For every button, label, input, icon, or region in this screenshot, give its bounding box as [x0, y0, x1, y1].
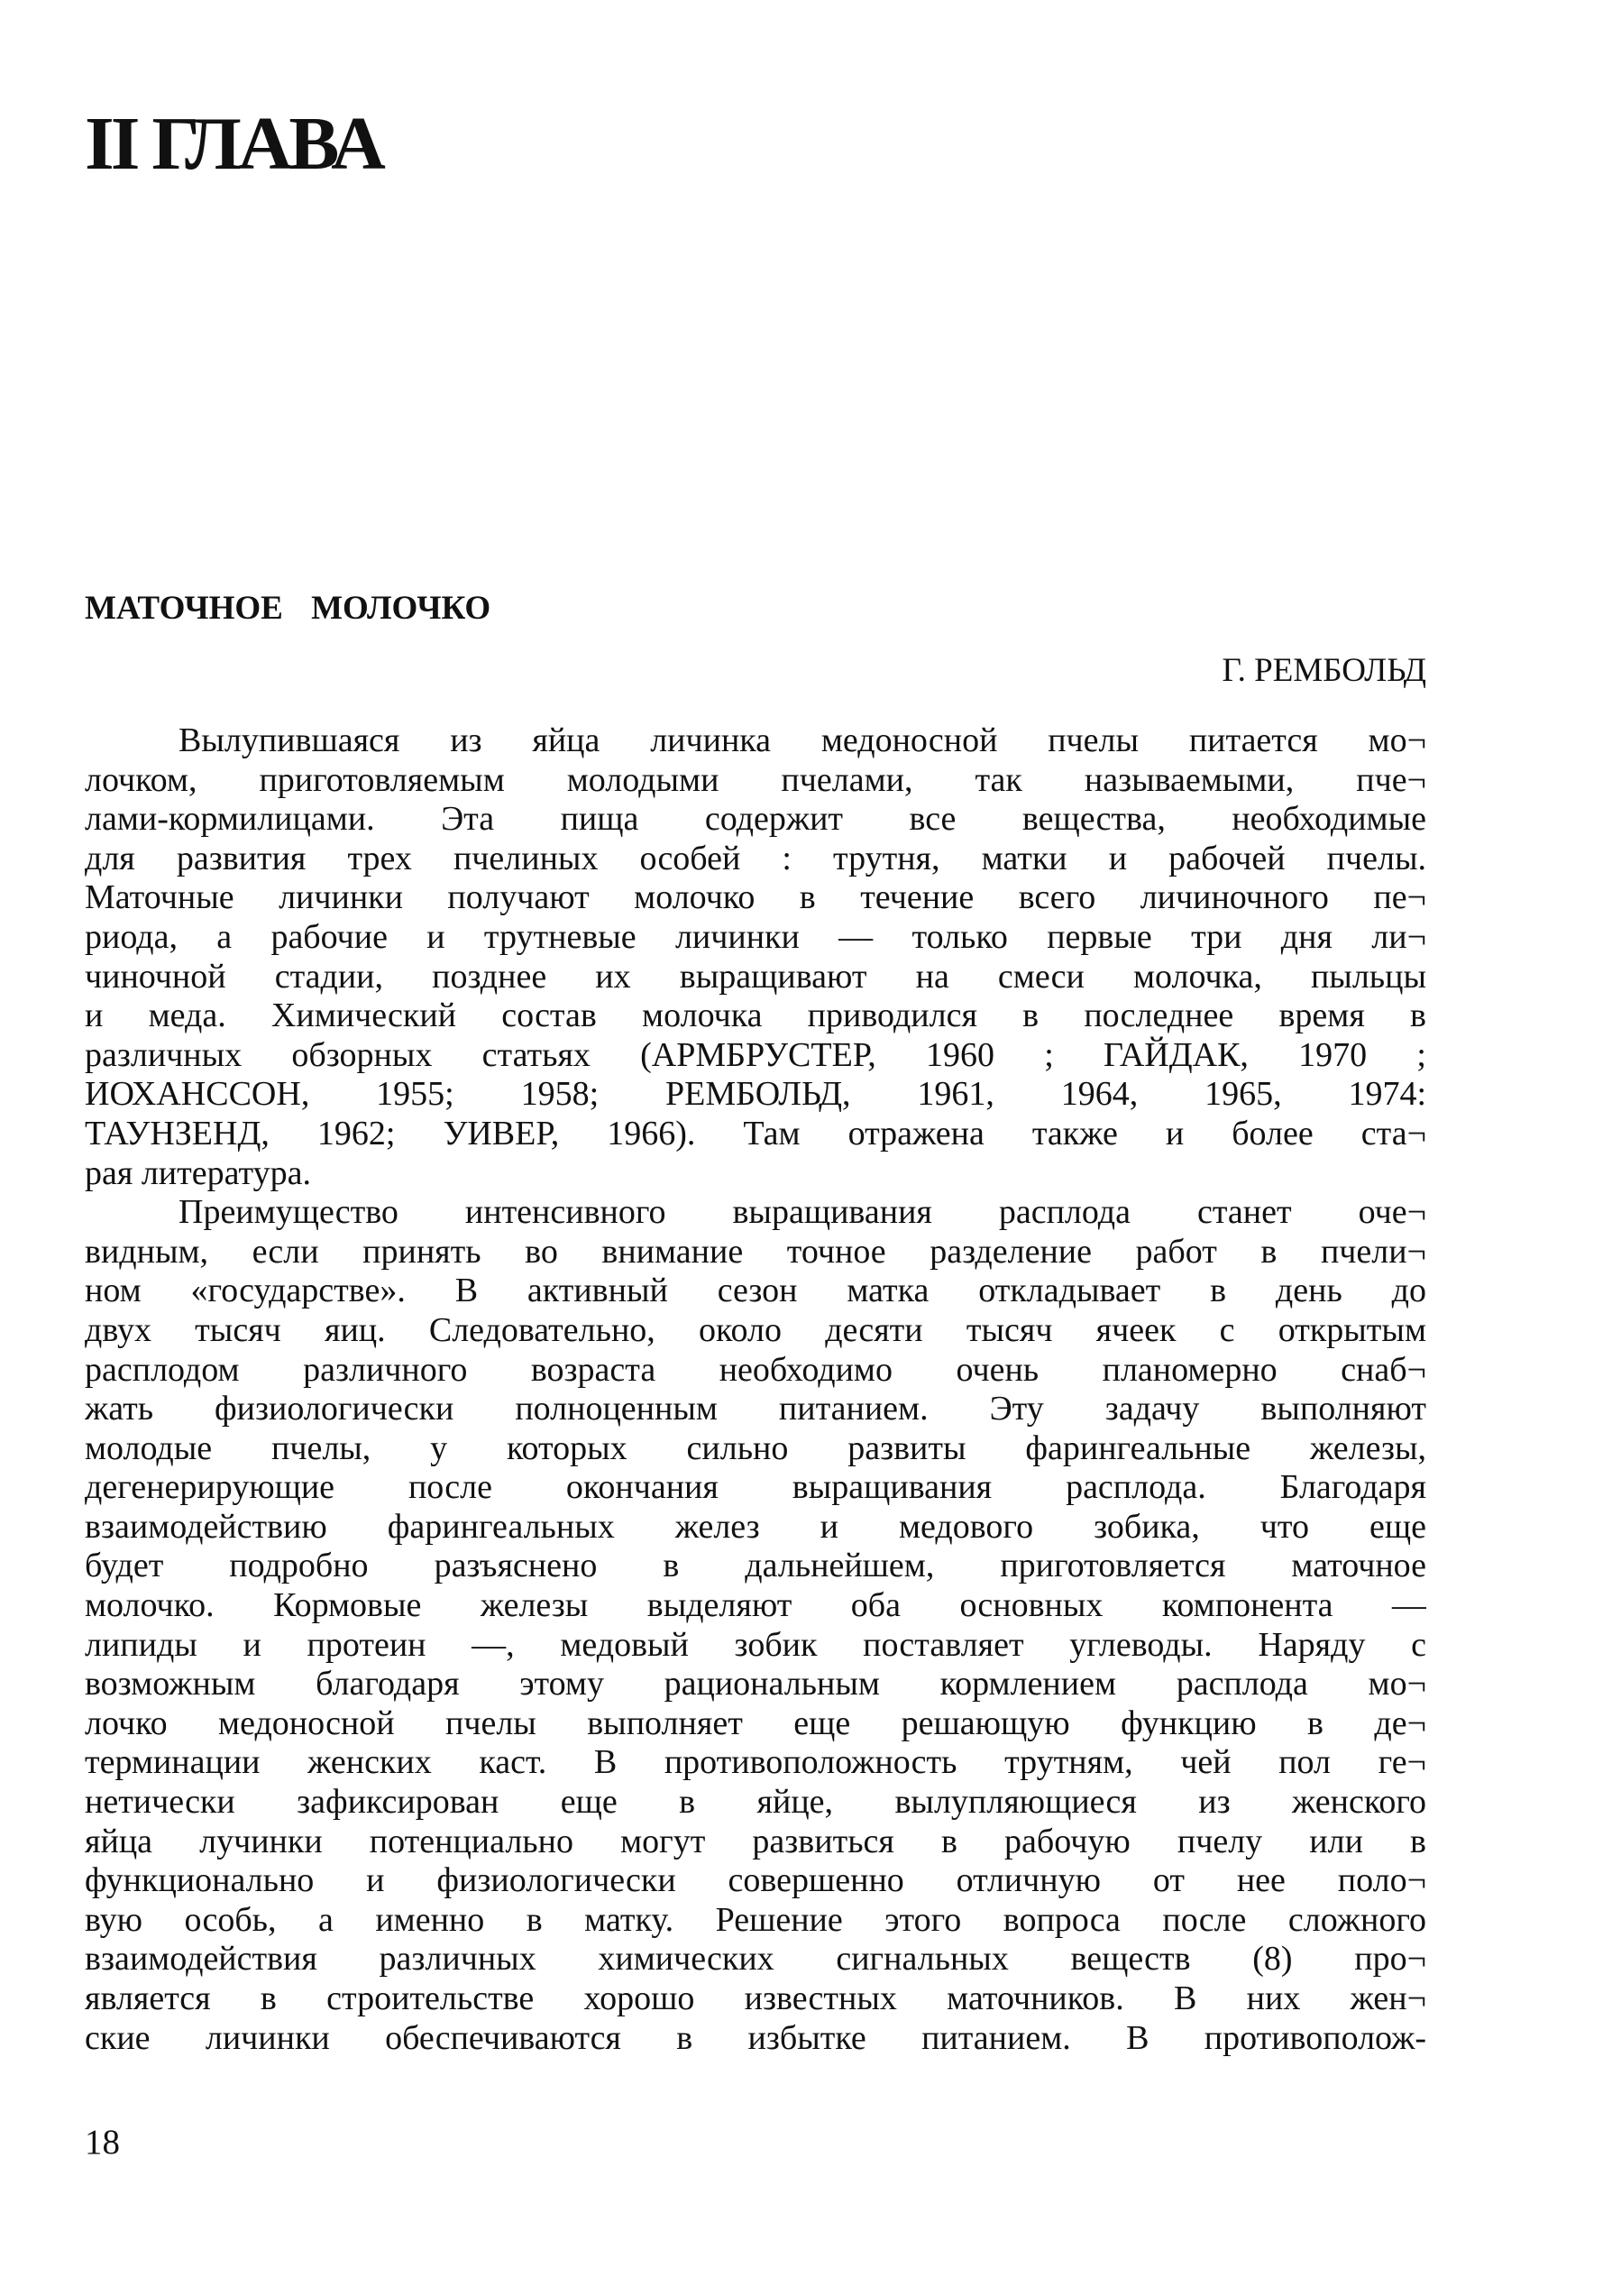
- text-line: двух тысяч яиц. Следовательно, около десяти тысяч ячеек с открытым: [85, 1310, 1426, 1349]
- author-name: Г. РЕМБОЛЬД: [1222, 652, 1426, 689]
- paragraph-2: [85, 1193, 1426, 2058]
- text-line: дегенерирующие после окончания выращивания расплода. Благодаря: [85, 1468, 1426, 1507]
- text-line: Маточные личинки получают молочко в течение всего личиночного пе¬: [85, 878, 1426, 917]
- text-line: нетически зафиксирован еще в яйце, вылупляющиеся из женского: [85, 1783, 1426, 1822]
- text-line: ТАУНЗЕНД, 1962; УИВЕР, 1966). Там отражена также и более ста¬: [85, 1114, 1426, 1153]
- text-line: риода, а рабочие и трутневые личинки — только первые три дня ли¬: [85, 917, 1426, 956]
- text-line: для развития трех пчелиных особей : трутня, матки и рабочей пчелы.: [85, 839, 1426, 877]
- paragraph-1: [85, 721, 1426, 1193]
- text-line: функционально и физиологически совершенно отличную от нее поло¬: [85, 1861, 1426, 1900]
- text-line: возможным благодаря этому рациональным кормлением расплода мо¬: [85, 1665, 1426, 1704]
- text-line: терминации женских каст. В противоположность трутням, чей пол ге¬: [85, 1743, 1426, 1782]
- text-line: Вылупившаяся из яйца личинка медоносной пчелы питается мо¬: [179, 721, 1426, 759]
- text-line: ном «государстве». В активный сезон матка откладывает в день до: [85, 1272, 1426, 1310]
- text-line: яйца лучинки потенциально могут развиться в рабочую пчелу или в: [85, 1822, 1426, 1860]
- page-number: 18: [85, 2123, 120, 2162]
- text-line: видным, если принять во внимание точное разделение работ в пчели¬: [85, 1232, 1426, 1271]
- text-line: Преимущество интенсивного выращивания расплода станет оче¬: [179, 1193, 1426, 1232]
- text-line: молодые пчелы, у которых сильно развиты фарингеальные железы,: [85, 1428, 1426, 1467]
- text-line: жать физиологически полноценным питанием. Эту задачу выполняют: [85, 1390, 1426, 1428]
- text-line: лочко медоносной пчелы выполняет еще решающую функцию в де¬: [85, 1704, 1426, 1742]
- text-line: и меда. Химический состав молочка приводился в последнее время в: [85, 996, 1426, 1035]
- article-body: [85, 721, 1426, 2058]
- text-line: лами-кормилицами. Эта пища содержит все вещества, необходимые: [85, 800, 1426, 839]
- text-line: является в строительстве хорошо известных маточников. В них жен¬: [85, 1979, 1426, 2017]
- text-line: расплодом различного возраста необходимо очень планомерно снаб¬: [85, 1350, 1426, 1389]
- text-line: рая литература.: [85, 1153, 311, 1192]
- article-title: МАТОЧНОЕ МОЛОЧКО: [85, 590, 491, 627]
- chapter-heading: II ГЛАВА: [85, 102, 382, 186]
- text-line: липиды и протеин —, медовый зобик поставляет углеводы. Наряду с: [85, 1625, 1426, 1664]
- text-line: вую особь, а именно в матку. Решение этого вопроса после сложного: [85, 1900, 1426, 1939]
- text-line: чиночной стадии, позднее их выращивают на смеси молочка, пыльцы: [85, 957, 1426, 996]
- text-line: взаимодействия различных химических сигнальных веществ (8) про¬: [85, 1940, 1426, 1979]
- text-line: молочко. Кормовые железы выделяют оба основных компонента —: [85, 1586, 1426, 1625]
- text-line: ские личинки обеспечиваются в избытке питанием. В противополож-: [85, 2018, 1426, 2057]
- text-line: лочком, приготовляемым молодыми пчелами, так называемыми, пче¬: [85, 760, 1426, 799]
- text-line: ИОХАНССОН, 1955; 1958; РЕМБОЛЬД, 1961, 1964, 1965, 1974:: [85, 1075, 1426, 1114]
- text-line: взаимодействию фарингеальных желез и медового зобика, что еще: [85, 1507, 1426, 1546]
- text-line: различных обзорных статьях (АРМБРУСТЕР, 1960 ; ГАЙДАК, 1970 ;: [85, 1035, 1426, 1074]
- text-line: будет подробно разъяснено в дальнейшем, приготовляется маточное: [85, 1547, 1426, 1585]
